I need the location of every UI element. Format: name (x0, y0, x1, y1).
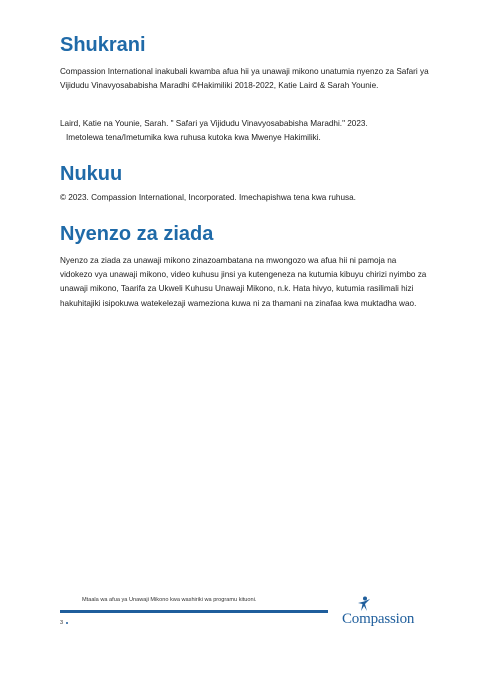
page-number-value: 3 (60, 620, 64, 626)
citation-line-2: Imetolewa tena/Imetumika kwa ruhusa kutoka kwa Mwenye Hakimiliki. (66, 133, 321, 143)
person-figure-icon (356, 596, 372, 612)
section-heading-shukrani: Shukrani (60, 34, 146, 56)
copyright-paragraph: © 2023. Compassion International, Incorporated. Imechapishwa tena kwa ruhusa. (60, 193, 356, 202)
acknowledgement-paragraph: Compassion International inakubali kwamba afua hii ya unawaji mikono unatumia nyenzo za Safari ya Vijidudu Vinavyosababisha Maradhi ©Hakimiliki 2018-2022, Katie Laird & Sarah Younie. (60, 67, 429, 91)
section-heading-nukuu: Nukuu (60, 163, 123, 185)
page-number (60, 620, 68, 626)
additional-resources-paragraph: Nyenzo za ziada za unawaji mikono zinazoambatana na mwongozo wa afua hii ni pamoja na vidokezo vya unawaji mikono, video kuhusu jinsi ya kutengeneza na kutumia kibuyu chirizi nyimbo za unawaji mikono, Taarifa za Ukweli Kuhusu Unawaji Mikono, n.k. Hata hivyo, kutumia rasilimali hizi hakuhitajiki isipokuwa watekelezaji wameziona kuwa ni za thamani na zinafaa kwa muktadha wao. (60, 256, 427, 308)
footer-text: Mtaala wa afua ya Unawaji Mikono kwa washiriki wa programu kituoni. (82, 597, 257, 603)
bullet-icon (66, 622, 68, 624)
citation-line-1: Laird, Katie na Younie, Sarah. " Safari ya Vijidudu Vinavyosababisha Maradhi." 2023. (60, 119, 368, 128)
footer-divider (60, 610, 328, 613)
compassion-logo (340, 596, 440, 632)
citation-paragraph (60, 117, 430, 145)
section-heading-nyenzo: Nyenzo za ziada (60, 223, 214, 245)
logo-wordmark: Compassion (342, 611, 415, 627)
